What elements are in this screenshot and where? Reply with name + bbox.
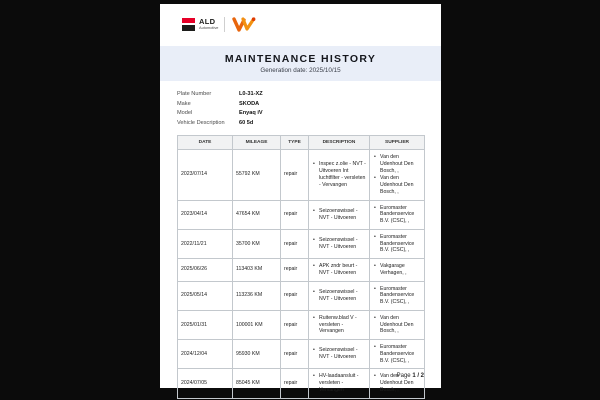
cell-mileage: 35700 KM xyxy=(233,229,281,258)
cell-supplier xyxy=(370,340,425,369)
cell-type: repair xyxy=(281,310,309,339)
ald-brand-name: ALD xyxy=(199,16,216,26)
table-row xyxy=(178,281,425,310)
vehicle-details xyxy=(177,91,263,129)
cell-mileage: 95930 KM xyxy=(233,340,281,369)
cell-date: 2023/04/14 xyxy=(178,200,233,229)
table-row xyxy=(178,200,425,229)
detail-row-description xyxy=(177,120,263,126)
cell-supplier xyxy=(370,310,425,339)
table-row xyxy=(178,310,425,339)
table-row xyxy=(178,369,425,398)
table-row xyxy=(178,259,425,282)
cell-type: repair xyxy=(281,340,309,369)
detail-row-plate xyxy=(177,91,263,97)
cell-type: repair xyxy=(281,369,309,398)
bullet-item: • HV-laadaansluit - versleten - Vervangen xyxy=(312,373,366,393)
title-banner xyxy=(160,46,441,81)
ald-sg-square-icon xyxy=(182,18,195,31)
bullet-item: • Seizoenswissel - NVT - Uitvoeren xyxy=(312,347,366,361)
bullet-item: • Van den Udenhout Den Bosch, , xyxy=(373,373,421,393)
plate-number-value: L0-31-XZ xyxy=(239,91,263,97)
column-header: DATE xyxy=(178,136,233,150)
cell-description xyxy=(309,340,370,369)
bullet-item: • Euromaster Bandenservice B.V. (CSC), , xyxy=(373,205,421,225)
cell-mileage: 113403 KM xyxy=(233,259,281,282)
ald-square-black xyxy=(182,25,195,31)
cell-description xyxy=(309,259,370,282)
column-header: SUPPLIER xyxy=(370,136,425,150)
cell-date: 2022/11/21 xyxy=(178,229,233,258)
maintenance-table-body xyxy=(178,150,425,399)
column-header: MILEAGE xyxy=(233,136,281,150)
cell-description xyxy=(309,229,370,258)
bullet-item: • Euromaster Bandenservice B.V. (CSC), , xyxy=(373,344,421,364)
cell-date: 2024/07/05 xyxy=(178,369,233,398)
detail-row-make xyxy=(177,101,263,107)
cell-mileage: 100001 KM xyxy=(233,310,281,339)
cell-date: 2024/12/04 xyxy=(178,340,233,369)
cell-date: 2025/01/31 xyxy=(178,310,233,339)
table-row xyxy=(178,150,425,201)
cell-type: repair xyxy=(281,281,309,310)
cell-supplier xyxy=(370,229,425,258)
cell-date: 2025/06/26 xyxy=(178,259,233,282)
table-header-row xyxy=(178,136,425,150)
detail-row-model xyxy=(177,110,263,116)
bullet-item: • Ruitenw.blad V - versleten - Vervangen xyxy=(312,315,366,335)
maintenance-table xyxy=(177,135,425,399)
cell-supplier xyxy=(370,281,425,310)
bullet-item: • Euromaster Bandenservice B.V. (CSC), , xyxy=(373,286,421,306)
bullet-item: • Seizoenswissel - NVT - Uitvoeren xyxy=(312,237,366,251)
cell-description xyxy=(309,369,370,398)
cell-date: 2025/05/14 xyxy=(178,281,233,310)
column-header: TYPE xyxy=(281,136,309,150)
cell-supplier xyxy=(370,259,425,282)
cell-type: repair xyxy=(281,200,309,229)
cell-mileage: 85045 KM xyxy=(233,369,281,398)
bullet-item: • Euromaster Bandenservice B.V. (CSC), , xyxy=(373,234,421,254)
vehicle-description-value: 60 5d xyxy=(239,119,254,126)
detail-label: Make xyxy=(177,100,191,107)
cell-mileage: 55792 KM xyxy=(233,150,281,201)
cell-supplier xyxy=(370,150,425,201)
cell-description xyxy=(309,281,370,310)
cell-type: repair xyxy=(281,259,309,282)
cell-supplier xyxy=(370,200,425,229)
table-row xyxy=(178,229,425,258)
bullet-item: • Seizoenswissel - NVT - Uitvoeren xyxy=(312,289,366,303)
cell-description xyxy=(309,150,370,201)
model-value: Enyaq iV xyxy=(239,110,263,117)
column-header: DESCRIPTION xyxy=(309,136,370,150)
bullet-item: • Van den Udenhout Den Bosch, , xyxy=(373,315,421,335)
ald-wordmark xyxy=(199,18,218,30)
logo-divider xyxy=(224,17,225,32)
cell-type: repair xyxy=(281,150,309,201)
bullet-item: • Van den Udenhout Den Bosch, , xyxy=(373,175,421,195)
ald-brand-sub: Automotive xyxy=(199,25,219,31)
page-label: Page xyxy=(396,373,411,379)
document-page xyxy=(160,4,441,393)
page-title: MAINTENANCE HISTORY xyxy=(224,53,377,65)
detail-label: Vehicle Description xyxy=(177,119,225,126)
make-value: SKODA xyxy=(239,100,260,107)
detail-label: Plate Number xyxy=(177,91,212,97)
cell-description xyxy=(309,200,370,229)
bullet-item: • Van den Udenhout Den Bosch, , xyxy=(373,154,421,174)
table-header xyxy=(178,136,425,150)
header-logos xyxy=(182,14,257,34)
page-footer xyxy=(397,373,424,379)
wheels-w-icon xyxy=(231,15,257,33)
page-number: 1 / 2 xyxy=(412,373,424,379)
bullet-item: • Seizoenswissel - NVT - Uitvoeren xyxy=(312,208,366,222)
cell-date: 2023/07/14 xyxy=(178,150,233,201)
bullet-item: • Vakgarage Verhagen, , xyxy=(373,263,421,277)
table-row xyxy=(178,340,425,369)
cell-type: repair xyxy=(281,229,309,258)
generation-date: Generation date: 2025/10/15 xyxy=(260,67,341,74)
cell-description xyxy=(309,310,370,339)
detail-label: Model xyxy=(177,110,193,117)
bullet-item: • APK zndr beurt - NVT - Uitvoeren xyxy=(312,263,366,277)
cell-mileage: 47654 KM xyxy=(233,200,281,229)
bullet-item: • Inspec z.olie - NVT - Uitvoeren Int luchtfilter - versleten - Vervangen xyxy=(312,161,366,188)
cell-mileage: 113236 KM xyxy=(233,281,281,310)
